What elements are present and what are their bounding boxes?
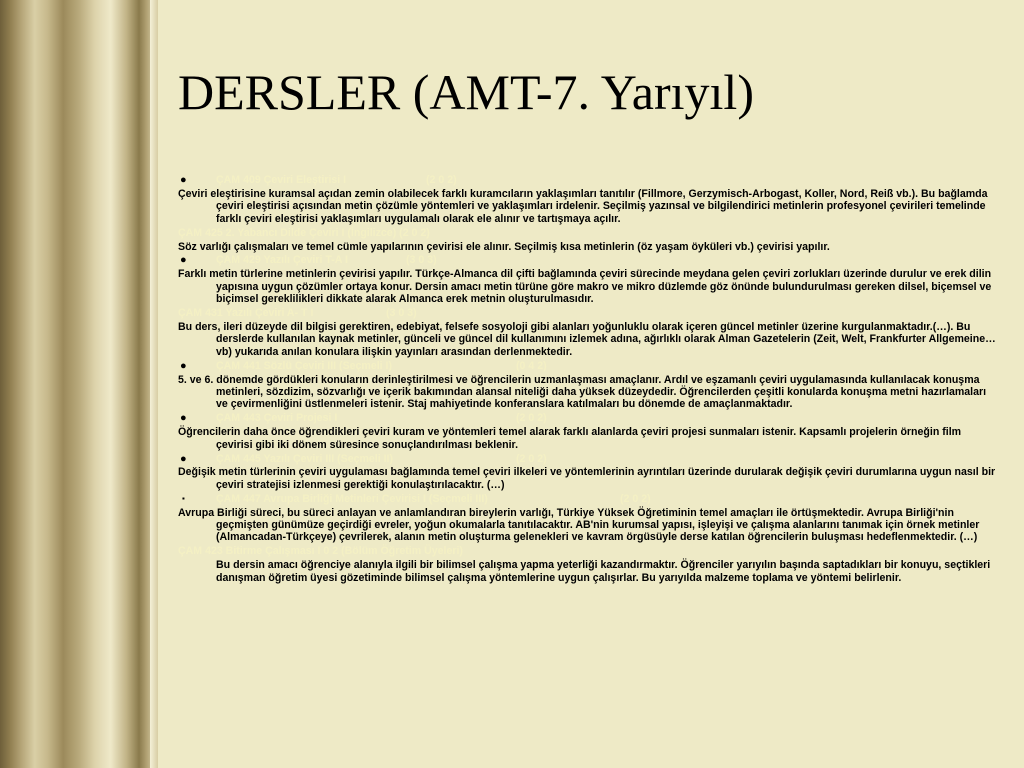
course-code: ÇAM 447 Avrupa Birliği Metinleri Çevirisi I (Seçmeli III) [216,492,488,505]
course-description: Çeviri eleştirisine kuramsal açıdan zemin olabilecek farklı kuramcıların yaklaşımları tanıtılır (Fillmore, Gerzymisch-Arbogast, Koller, Nord, Reiß vb.). Bu bağlamda çeviri eleştirisi açısından metin çözümle yöntemleri ve yaklaşımları irdelenir. Seçilmiş yazınsal ve bilgilendirici metinlerin profesyonel çevirileri temelinde farklı çeviri eleştirisi yaklaşımları uygulamalı olarak ele alınır ve tartışmaya açılır. [178,187,988,225]
course-credit: (3 0 3) [386,307,417,320]
course-heading [178,174,1000,186]
course-description: Avrupa Birliği süreci, bu süreci anlayan ve anlamlandıran bireylerin varlığı, Türkiye Yüksek Öğretiminin temel amaçları ile örtüşmektedir. Avrupa Birliği'nin geçmişten günümüze geçirdiği evreler, yoğun okumalarla tanıtılacaktır. AB'nin kurumsal yapısı, işleyişi ve çalışma alanlarını tanımak için örnek metinler (Almancadan-Türkçeye) çevrilerek, alanın metin oluşturma gelenekleri ve kavram örgüsüyle derse katılan öğrencilerin buluşması hedeflenmektedir. (…) [178,506,980,544]
course-code: ÇAM 443 Çeviri Projesi I [216,412,338,425]
course-heading [178,360,1000,372]
bullet-icon: ● [180,254,187,267]
bullet-icon: ● [180,174,187,186]
course-credit: (2 0 2) [620,492,651,505]
course-heading [178,227,1000,239]
course-description: Değişik metin türlerinin çeviri uygulaması bağlamında temel çeviri ilkeleri ve yöntemlerinin ayrıntıları üzerinde durularak değişik çeviri durumlarına uygun nasıl bir çeviri stratejisi izlenmesi gerektiği konulaştırılacaktır. (…) [178,466,996,491]
course-description: Farklı metin türlerine metinlerin çevirisi yapılır. Türkçe-Almanca dil çifti bağlamında çeviri sürecinde meydana gelen çeviri zorlukları üzerinde durulur ve erek dilin yapısına uygun çözümler ortaya konur. Dersin amacı metin türüne göre makro ve mikro düzlemde göz önünde bulundurulması gereken dilsel, biçemsel ve biçimsel gereklilikleri dikkate alarak Almanca erek metnin oluşturulmasıdır. [178,268,992,306]
course-description: Söz varlığı çalışmaları ve temel cümle yapılarının çevirisi ele alınır. Seçilmiş kısa metinlerin (öz yaşam öyküleri vb.) çevirisi yapılır. [178,240,830,253]
course-credit: (2 0 2) [516,452,547,465]
slide-title: DERSLER (AMT-7. Yarıyıl) [178,64,754,120]
course-heading [178,254,1000,266]
course-code: ÇAM 429 Yazılı Çeviri T-A I [216,254,348,267]
course-heading [178,453,1000,465]
course-code: ÇAM 425 2. Yabancı Dilde Çeviri I (İngilizce) (2 0 2) [178,226,430,239]
course-code: ÇAM 423 Bitirme Çalışması I 0 2 (Bölüm Öğretim Üyeleri) [178,545,463,558]
course-description: Bu ders, ileri düzeyde dil bilgisi gerektiren, edebiyat, felsefe sosyoloji gibi alanları yoğunluklu olarak içeren güncel metinler üzerine kurgulanmaktadır.(…). Bu derslerde kullanılan kaynak metinler, günceli ve güncel dil kullanımını izlemek adına, ağırlıklı olarak Alman Gazetelerin (Zeit, Welt, Frankfurter Allgemeine…vb) yukarıda anılan konulara ilişkin yayınları arasından derlenmektedir. [178,320,996,358]
course-description: Bu dersin amacı öğrenciye alanıyla ilgili bir bilimsel çalışma yapma yeterliği kazandırmaktır. Öğrenciler yarıyılın başında saptadıkları bir konuyu, seçtikleri danışman öğretim üyesi gözetiminde bilimsel çalışma yöntemlerine uygun çalışırlar. Bu yarıyılda malzeme toplama ve yöntemi belirlenir. [216,559,991,584]
course-credit: (3 0 3) [406,254,437,267]
course-heading [178,493,1000,505]
course-heading [178,307,1000,319]
bullet-icon: ▪ [182,493,185,503]
course-heading [178,412,1000,424]
course-code: ÇAM 441 Sözlü Çeviri III (Seçmeli I) [216,359,393,372]
bullet-icon: ● [180,359,187,372]
course-code: ÇAM 445 Yazılı Çeviri III (Seçmeli II) [216,452,394,465]
bullet-icon: ● [180,452,187,465]
course-heading [178,545,1000,557]
course-description: 5. ve 6. dönemde gördükleri konuların derinleştirilmesi ve öğrencilerin uzmanlaşması amaçlanır. Ardıl ve eşzamanlı çeviri uygulamasında kullanılacak konuşma metinleri, sözdizim, sözvarlığı ve içerik bakımından alansal niteliği daha yüksek düzeydedir. Öğrencilerden çeşitli konularda konuşma metni hazırlamaları ve çevirmenliğini üstlenmeleri istenir. Staj mahiyetinde konferanslara katılmaları bu dönemde de amaçlanmaktadır. [178,373,987,411]
course-credit: (2 0 2) [516,412,547,425]
course-code: ÇAM 431 Yazılı Çeviri A- T I [178,307,314,320]
decorative-side-bar [0,0,158,768]
course-list [178,174,1000,586]
course-credit: (2 0 2) [426,174,457,186]
bullet-icon: ● [180,412,187,425]
course-credit: (0 4 2) [516,359,547,372]
course-description: Öğrencilerin daha önce öğrendikleri çeviri kuram ve yöntemleri temel alarak farklı alanlarda çeviri projesi sunmaları istenir. Kapsamlı projelerin örneğin film çevirisi gibi iki dönem süresince sonuçlandırılması beklenir. [178,426,962,451]
course-code: ÇAM 409 Çeviri Eleştirisi I [216,174,347,186]
